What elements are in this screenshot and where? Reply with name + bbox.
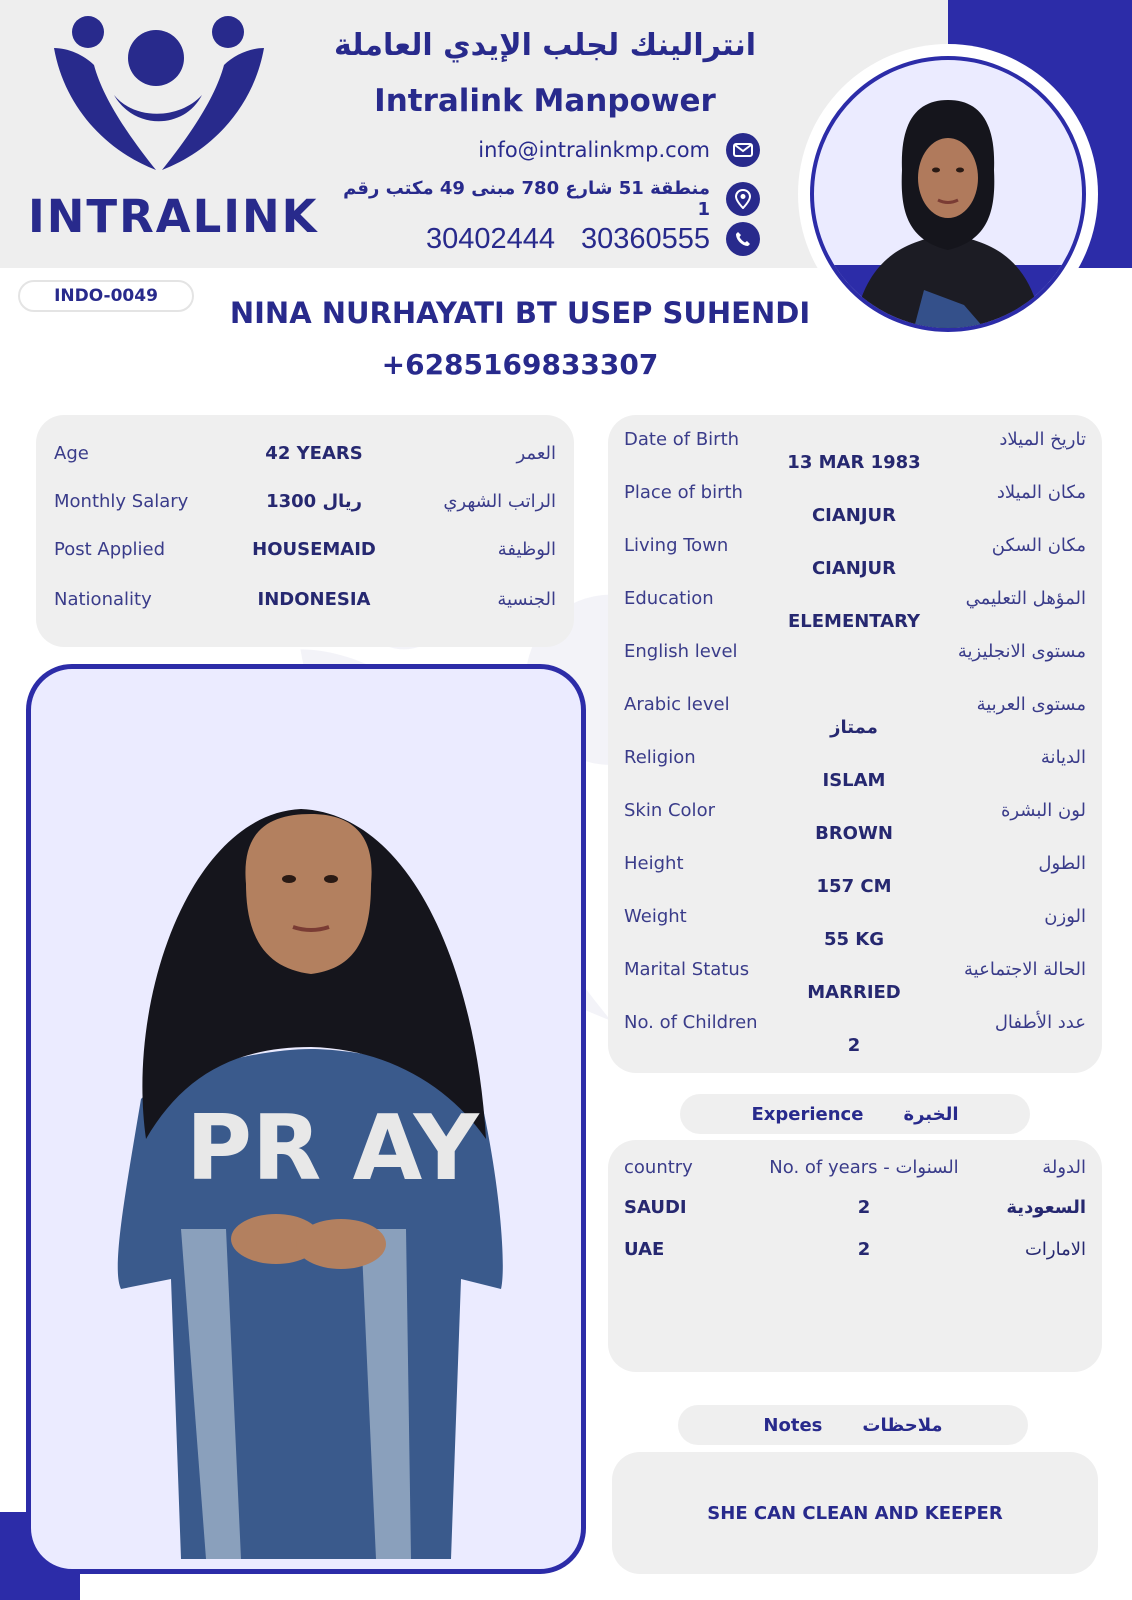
shirt-print: PR AY	[186, 1096, 479, 1201]
detail-label-ar: الحالة الاجتماعية	[964, 959, 1086, 980]
detail-label-en: No. of Children	[624, 1012, 758, 1033]
info-label-ar: الراتب الشهري	[443, 490, 556, 512]
candidate-code: INDO-0049	[18, 280, 194, 312]
detail-label-en: English level	[624, 641, 738, 662]
detail-label-ar: الطول	[1038, 853, 1086, 874]
detail-row-marital	[624, 959, 1086, 1003]
experience-row	[624, 1234, 1086, 1264]
detail-value: 55 KG	[823, 929, 885, 950]
email-text[interactable]: info@intralinkmp.com	[478, 138, 710, 162]
detail-label-ar: لون البشرة	[1000, 800, 1086, 821]
detail-row-arabic	[624, 694, 1086, 738]
info-label-ar: العمر	[516, 442, 556, 464]
detail-value: MARRIED	[807, 982, 901, 1003]
info-label-en: Nationality	[54, 588, 152, 610]
detail-row-birthplace	[624, 482, 1086, 526]
detail-value: 13 MAR 1983	[787, 452, 921, 473]
detail-row-skin	[624, 800, 1086, 844]
exp-years: 2	[857, 1238, 871, 1260]
notes-title-ar: ملاحظات	[862, 1414, 943, 1436]
mail-icon	[726, 133, 760, 167]
info-label-en: Post Applied	[54, 538, 166, 560]
detail-label-en: Place of birth	[624, 482, 743, 503]
phone-row	[330, 222, 760, 256]
detail-label-ar: الوزن	[1044, 906, 1086, 927]
exp-country-ar: الامارات	[1024, 1238, 1086, 1260]
detail-label-ar: الديانة	[1040, 747, 1086, 768]
info-label-ar: الوظيفة	[497, 538, 556, 560]
detail-value: 2	[847, 1035, 861, 1056]
details-panel	[608, 415, 1102, 1073]
experience-title-en: Experience	[751, 1103, 864, 1125]
candidate-name: NINA NURHAYATI BT USEP SUHENDI	[229, 296, 811, 330]
brand-name: INTRALINK	[28, 190, 319, 243]
full-body-photo	[26, 664, 586, 1574]
detail-label-ar: مستوى العربية	[976, 694, 1086, 715]
experience-title-ar: الخبرة	[903, 1103, 959, 1125]
address-text: منطقة 51 شارع 780 مبنى 49 مكتب رقم 1	[343, 178, 710, 220]
detail-label-en: Height	[624, 853, 684, 874]
detail-label-ar: عدد الأطفال	[994, 1012, 1086, 1033]
detail-label-ar: مكان السكن	[991, 535, 1086, 556]
detail-row-english	[624, 641, 1086, 685]
exp-country-ar: السعودية	[1006, 1196, 1086, 1218]
info-label-en: Age	[54, 442, 89, 464]
person-portrait-icon	[814, 60, 1082, 328]
experience-row	[624, 1192, 1086, 1222]
detail-value: ISLAM	[822, 770, 886, 791]
detail-row-religion	[624, 747, 1086, 791]
detail-label-ar: تاريخ الميلاد	[999, 429, 1086, 450]
detail-value: ELEMENTARY	[787, 611, 921, 632]
info-label-en: Monthly Salary	[54, 490, 189, 512]
exp-country: UAE	[624, 1238, 665, 1260]
phone-number-1[interactable]: 30402444	[425, 222, 555, 255]
detail-row-weight	[624, 906, 1086, 950]
detail-row-children	[624, 1012, 1086, 1056]
company-name-arabic: انترالينك لجلب الإيدي العاملة	[333, 28, 757, 63]
notes-title-en: Notes	[763, 1414, 823, 1436]
detail-label-en: Date of Birth	[624, 429, 740, 450]
phone-icon	[726, 222, 760, 256]
info-row-salary	[54, 481, 556, 521]
intralink-logo	[44, 10, 274, 185]
location-pin-icon	[726, 182, 760, 216]
exp-header-country: country	[624, 1156, 693, 1178]
exp-header-country-ar: الدولة	[1042, 1156, 1086, 1178]
detail-value: BROWN	[815, 823, 893, 844]
detail-value: CIANJUR	[811, 558, 897, 579]
detail-label-en: Education	[624, 588, 714, 609]
info-value: 1300 ريال	[266, 490, 362, 512]
info-value: 42 YEARS	[265, 442, 363, 464]
detail-row-living-town	[624, 535, 1086, 579]
email-row	[330, 133, 760, 167]
notes-text: SHE CAN CLEAN AND KEEPER	[707, 1502, 1003, 1524]
experience-title	[680, 1094, 1030, 1134]
info-value: INDONESIA	[257, 588, 371, 610]
detail-label-en: Religion	[624, 747, 696, 768]
detail-label-en: Living Town	[624, 535, 729, 556]
phone-number-2[interactable]: 30360555	[580, 222, 710, 255]
company-name-english: Intralink Manpower	[374, 83, 716, 119]
info-label-ar: الجنسية	[497, 588, 556, 610]
exp-country: SAUDI	[624, 1196, 687, 1218]
detail-label-ar: مكان الميلاد	[996, 482, 1086, 503]
detail-row-education	[624, 588, 1086, 632]
candidate-phone[interactable]: +6285169833307	[381, 348, 659, 381]
detail-row-dob	[624, 429, 1086, 473]
experience-panel	[608, 1140, 1102, 1372]
notes-title	[678, 1405, 1028, 1445]
info-value: HOUSEMAID	[252, 538, 376, 560]
detail-label-en: Skin Color	[624, 800, 715, 821]
detail-value: 157 CM	[816, 876, 892, 897]
experience-header	[624, 1152, 1086, 1182]
detail-value: CIANJUR	[811, 505, 897, 526]
detail-label-ar: مستوى الانجليزية	[957, 641, 1086, 662]
detail-label-en: Weight	[624, 906, 687, 927]
detail-label-ar: المؤهل التعليمي	[965, 588, 1086, 609]
exp-header-years: No. of years - السنوات	[769, 1156, 959, 1178]
info-row-post	[54, 529, 556, 569]
exp-years: 2	[857, 1196, 871, 1218]
detail-value: ممتاز	[830, 717, 878, 738]
portrait-photo	[810, 56, 1086, 332]
detail-label-en: Arabic level	[624, 694, 730, 715]
info-row-age	[54, 433, 556, 473]
address-row	[330, 178, 760, 220]
notes-panel	[612, 1452, 1098, 1574]
detail-row-height	[624, 853, 1086, 897]
person-full-body-icon	[31, 669, 581, 1569]
info-row-nationality	[54, 579, 556, 619]
detail-label-en: Marital Status	[624, 959, 750, 980]
basic-info-panel	[36, 415, 574, 647]
